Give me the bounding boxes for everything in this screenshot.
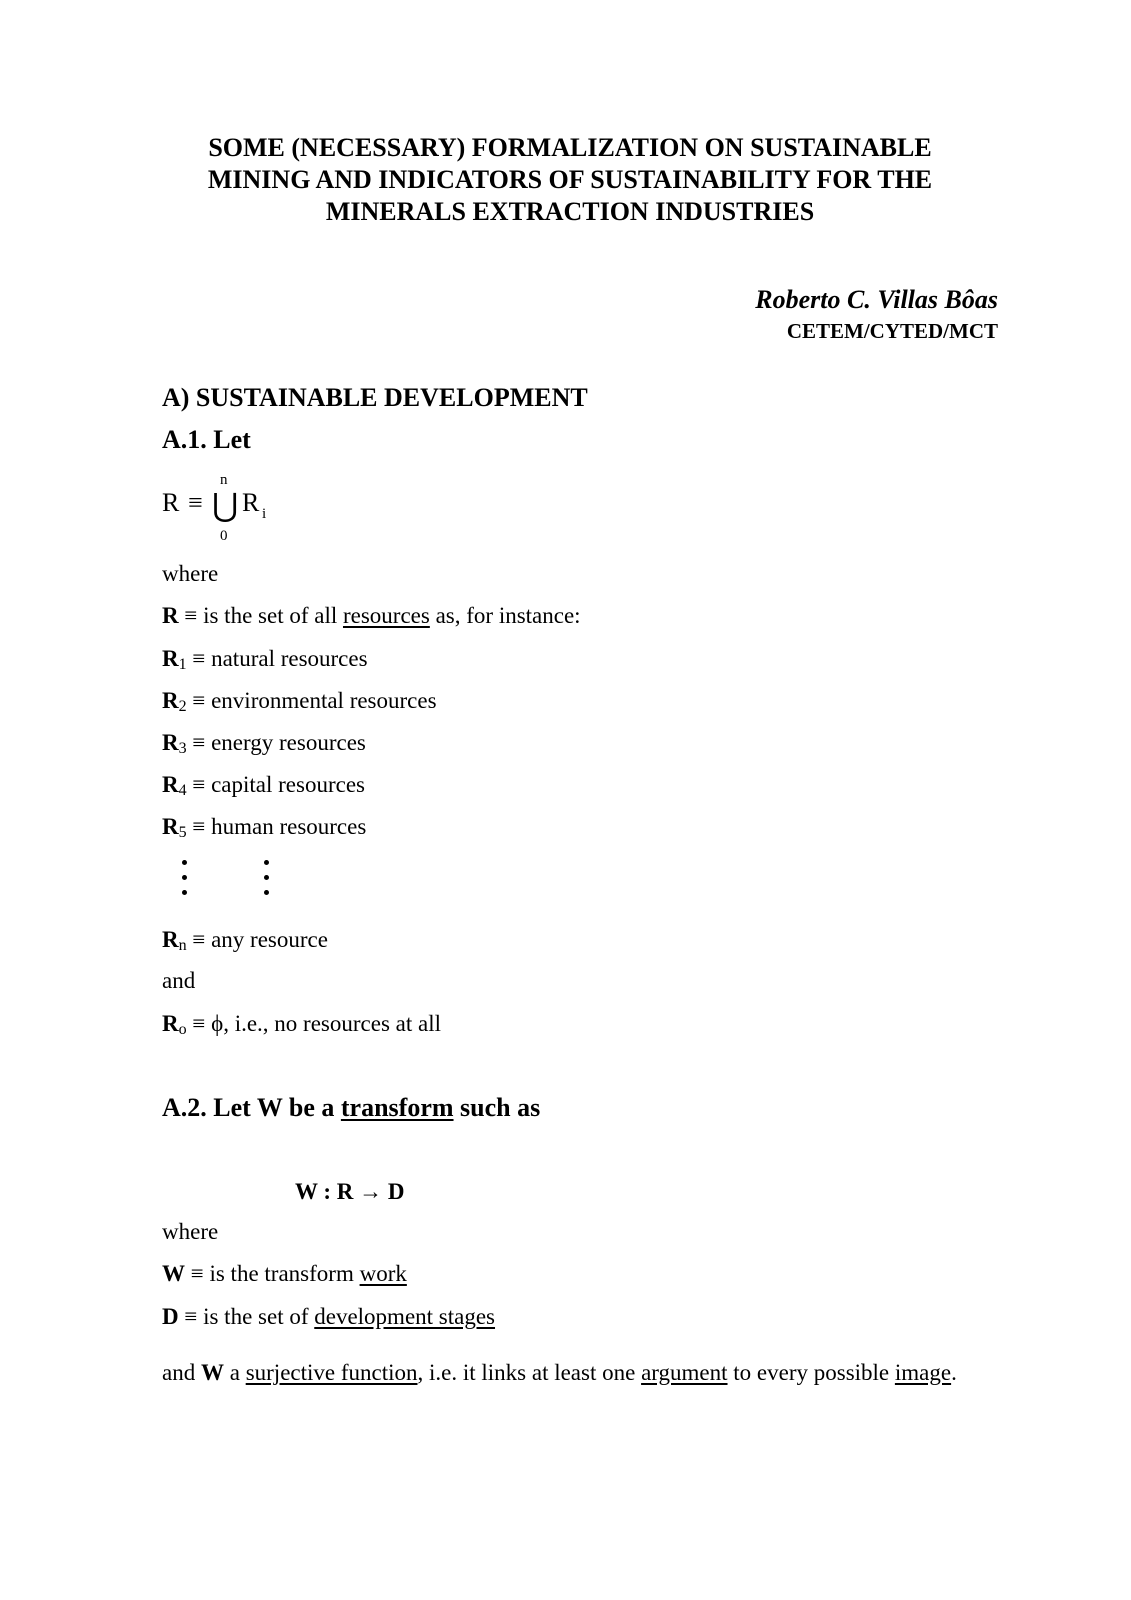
- para-text: to every possible: [727, 1360, 895, 1385]
- definition-text: ≡ is the set of all: [184, 603, 343, 628]
- resource-item-zero: [162, 1010, 441, 1044]
- formula-upper-limit: n: [220, 472, 228, 488]
- title-line-3: MINERALS EXTRACTION INDUSTRIES: [325, 197, 815, 226]
- item-symbol: R: [162, 730, 179, 755]
- subsection-heading-a2: [162, 1093, 540, 1123]
- where-label-2: where: [162, 1219, 219, 1244]
- item-symbol: R: [162, 814, 179, 839]
- where-label-1: where: [162, 561, 219, 586]
- item-symbol: R: [162, 1011, 179, 1036]
- title-line-2: MINING AND INDICATORS OF SUSTAINABILITY FOR THE: [207, 165, 933, 194]
- definition-text: ≡ is the set of: [178, 1304, 315, 1329]
- work-definition: [162, 1260, 407, 1288]
- formula-lower-limit: 0: [220, 528, 228, 544]
- item-text: ≡ any resource: [192, 927, 328, 952]
- item-text: ≡ natural resources: [192, 646, 368, 671]
- item-text: ≡ energy resources: [192, 730, 366, 755]
- definition-text: ≡ is the transform: [185, 1261, 360, 1286]
- resource-item: [162, 813, 366, 847]
- term-resources: resources: [342, 603, 430, 628]
- term-transform: transform: [340, 1093, 454, 1122]
- transform-formula: W : R → D: [295, 1179, 405, 1204]
- resource-item-n: [162, 926, 328, 960]
- subsection-heading-a1: A.1. Let: [162, 425, 251, 454]
- formula-rhs: R: [242, 488, 260, 517]
- para-text: a: [223, 1360, 246, 1385]
- item-subscript: 3: [178, 740, 187, 757]
- item-subscript: 2: [178, 698, 187, 715]
- item-text: ≡ ϕ, i.e., no resources at all: [192, 1011, 441, 1036]
- term-image: image: [894, 1360, 952, 1385]
- development-definition: [162, 1303, 495, 1331]
- item-subscript: n: [178, 937, 187, 954]
- term-surjective-function: surjective function: [245, 1360, 418, 1385]
- resource-item: [162, 771, 365, 805]
- heading-pre: A.2. Let W be a: [162, 1093, 341, 1122]
- item-symbol: R: [162, 646, 179, 671]
- surjective-paragraph: [162, 1358, 999, 1388]
- vertical-ellipsis-icon: [264, 860, 270, 905]
- symbol-w: W: [162, 1261, 185, 1286]
- vertical-ellipsis-icon: [182, 860, 188, 905]
- author-affiliation: CETEM/CYTED/MCT: [786, 319, 998, 343]
- term-work: work: [359, 1261, 407, 1286]
- item-subscript: 5: [178, 824, 187, 841]
- title-line-1: SOME (NECESSARY) FORMALIZATION ON SUSTAINABLE: [208, 133, 932, 162]
- formula-lhs: R: [162, 488, 180, 517]
- item-subscript: 1: [178, 656, 187, 673]
- item-text: ≡ human resources: [192, 814, 367, 839]
- symbol-d: D: [162, 1304, 179, 1329]
- union-formula: [162, 472, 302, 558]
- para-text: , i.e. it links at least one: [417, 1360, 642, 1385]
- resource-item: [162, 729, 366, 763]
- item-symbol: R: [162, 772, 179, 797]
- resource-item: [162, 687, 437, 721]
- heading-post: such as: [453, 1093, 541, 1122]
- and-label: and: [162, 968, 196, 993]
- author-name: Roberto C. Villas Bôas: [755, 285, 998, 314]
- item-symbol: R: [162, 688, 179, 713]
- item-subscript: 4: [178, 782, 187, 799]
- section-heading-a: A) SUSTAINABLE DEVELOPMENT: [162, 383, 588, 412]
- symbol-w: W: [200, 1360, 224, 1385]
- formula-equiv: ≡: [188, 488, 203, 517]
- formula-union-operator: ⋃: [212, 487, 239, 523]
- formula-rhs-subscript: i: [262, 506, 267, 522]
- item-text: ≡ environmental resources: [192, 688, 437, 713]
- paper-title: [140, 132, 1000, 228]
- definition-tail: as, for instance:: [429, 603, 581, 628]
- item-subscript: o: [178, 1021, 187, 1038]
- term-development-stages: development stages: [314, 1304, 496, 1329]
- item-text: ≡ capital resources: [192, 772, 365, 797]
- resource-item: [162, 645, 368, 679]
- symbol-r: R: [162, 603, 179, 628]
- para-text: .: [951, 1360, 957, 1385]
- para-text: and: [162, 1360, 201, 1385]
- resource-set-definition: [162, 602, 581, 630]
- item-symbol: R: [162, 927, 179, 952]
- term-argument: argument: [641, 1360, 728, 1385]
